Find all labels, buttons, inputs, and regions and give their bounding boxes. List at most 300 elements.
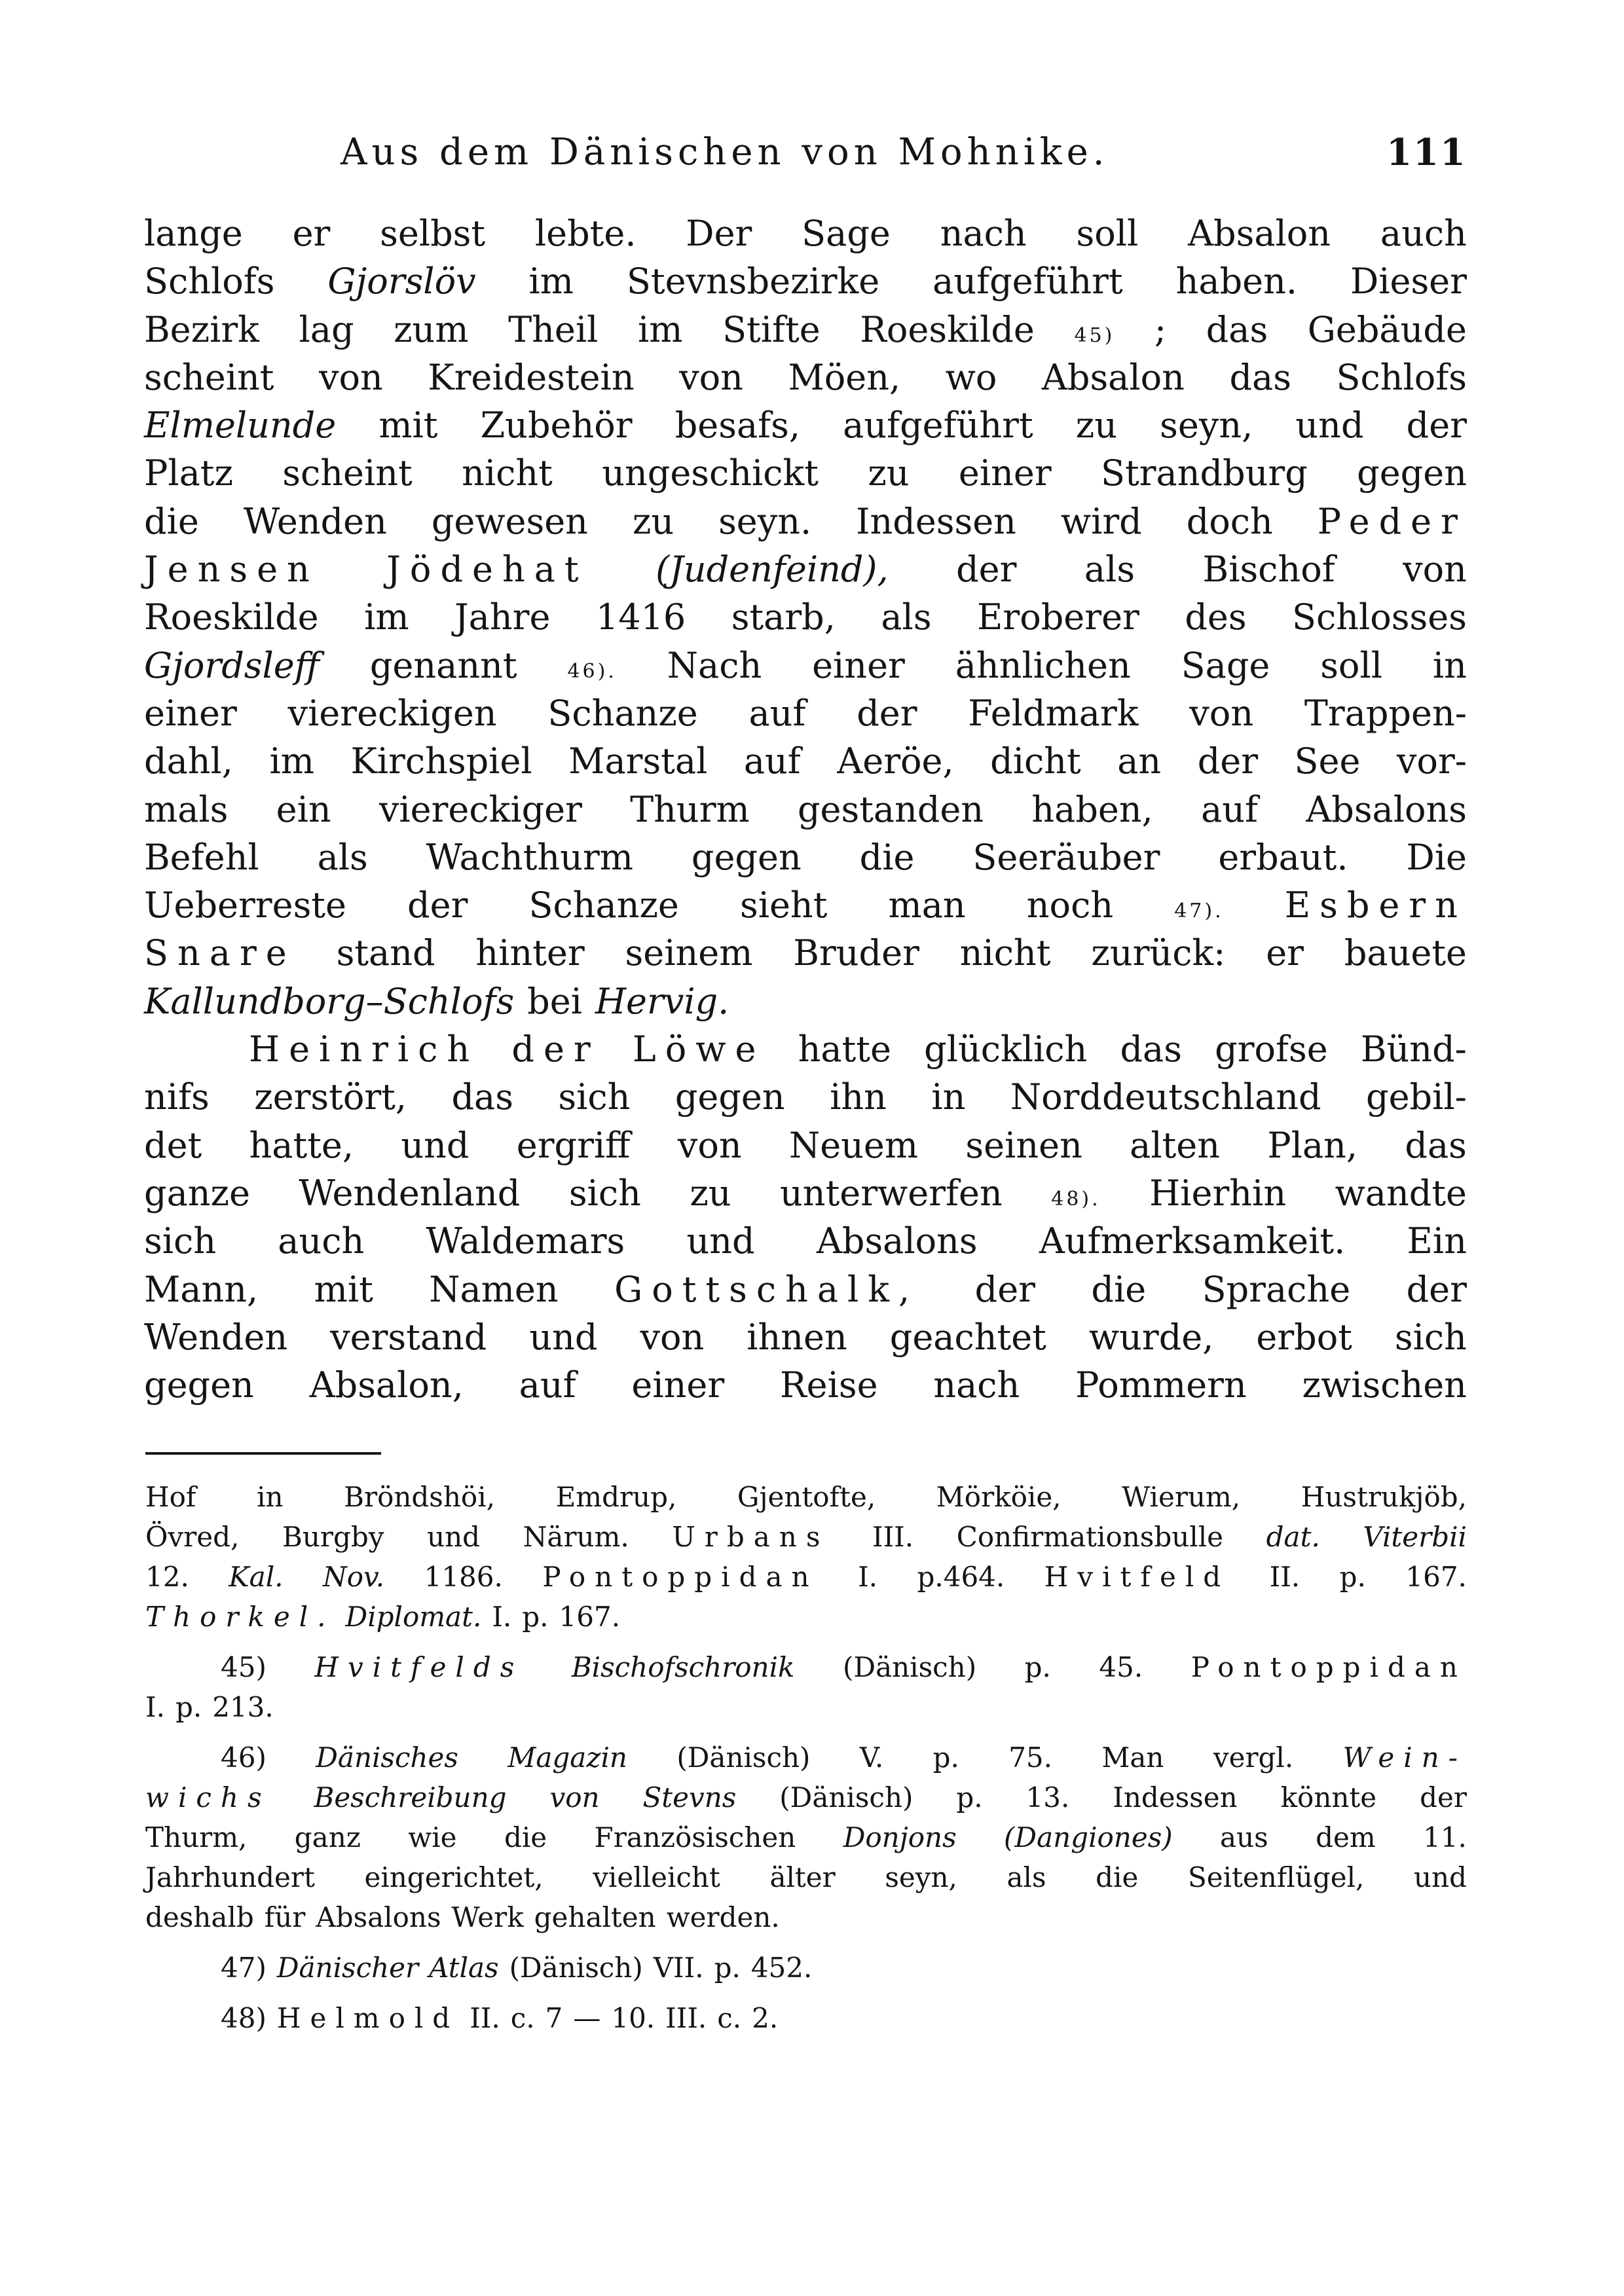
- word: seinem: [625, 932, 753, 974]
- word: dem: [1316, 1821, 1376, 1853]
- word: VII.: [653, 1952, 704, 1984]
- word: p.: [932, 1741, 959, 1774]
- word: einer: [812, 644, 905, 686]
- word: seyn.: [718, 500, 812, 542]
- word: die: [144, 500, 199, 542]
- word: bei: [527, 980, 582, 1022]
- word: Bröndshöi,: [344, 1481, 495, 1513]
- word: nicht: [462, 452, 553, 494]
- word: Jensen: [144, 549, 319, 591]
- word: Peder: [1317, 500, 1467, 542]
- word: Thorkel.: [145, 1601, 335, 1633]
- word: vor-: [1396, 740, 1467, 782]
- text-line: [144, 645, 1467, 693]
- word: wandte: [1335, 1172, 1467, 1214]
- word: auf: [743, 740, 801, 782]
- footnote-line: [145, 1952, 1467, 1992]
- word: Befehl: [144, 836, 259, 878]
- word: scheint: [144, 356, 274, 398]
- word: 45.: [1099, 1651, 1143, 1683]
- word: Seeräuber: [972, 836, 1160, 878]
- word: einer: [958, 452, 1052, 494]
- word: (Dangiones): [1004, 1821, 1173, 1853]
- word: gewesen: [431, 500, 588, 542]
- word: das: [1405, 1124, 1467, 1166]
- word: Strandburg: [1101, 452, 1308, 494]
- word: die: [1091, 1268, 1147, 1310]
- main-text: [144, 213, 1467, 1412]
- word: I.: [858, 1561, 878, 1593]
- word: Stifte: [722, 308, 821, 350]
- text-line: [144, 1220, 1467, 1268]
- word: ähnlichen: [955, 644, 1131, 686]
- word: man: [888, 884, 966, 926]
- word: Absalons: [1306, 788, 1467, 830]
- footnote: [145, 1651, 1467, 1731]
- text-line: [144, 1029, 1467, 1076]
- word: Helmold: [276, 2002, 460, 2034]
- word: nifs: [144, 1076, 210, 1118]
- word: Schanze: [528, 884, 679, 926]
- word: 1186.: [424, 1561, 503, 1593]
- word: zu: [868, 452, 910, 494]
- footnote-rule: [145, 1452, 381, 1455]
- word: besafs,: [674, 405, 800, 446]
- footnote-gap: [145, 1941, 1467, 1952]
- word: Jahrhundert: [145, 1861, 315, 1893]
- word: c.: [510, 2002, 535, 2034]
- word: c.: [717, 2002, 742, 2034]
- word: die: [1096, 1861, 1139, 1893]
- word: —: [573, 2002, 601, 2034]
- word: Indessen: [856, 500, 1016, 542]
- word: Aeröe,: [837, 740, 954, 782]
- word: im: [638, 308, 683, 350]
- word: von: [549, 1781, 600, 1813]
- page-header: [341, 131, 1467, 190]
- word: Theil: [508, 308, 599, 350]
- word: p.: [522, 1601, 549, 1633]
- word: Reise: [779, 1364, 878, 1406]
- word: Schlofs: [1336, 356, 1467, 398]
- word: der: [1420, 1781, 1467, 1813]
- footnote: [145, 1952, 1467, 1992]
- footnote-line: [145, 1521, 1467, 1561]
- word: Kallundborg–Schlofs: [144, 980, 515, 1022]
- word: vergl.: [1213, 1741, 1294, 1774]
- word: 452.: [750, 1952, 813, 1984]
- word: gebil-: [1366, 1076, 1467, 1118]
- word: Schlofs: [144, 261, 275, 302]
- word: der: [956, 549, 1017, 591]
- footnote: [145, 1481, 1467, 1641]
- text-line: [144, 309, 1467, 357]
- word: Die: [1406, 836, 1467, 878]
- word: als: [1084, 549, 1135, 591]
- word: sich: [568, 1172, 641, 1214]
- word: nicht: [959, 932, 1051, 974]
- word: ihn: [830, 1076, 887, 1118]
- word: Stevns: [642, 1781, 737, 1813]
- word: seyn,: [885, 1861, 957, 1893]
- word: Schanze: [547, 692, 698, 734]
- word: 10.: [611, 2002, 655, 2034]
- word: von: [1403, 549, 1467, 591]
- word: des: [1185, 596, 1247, 638]
- footnote-line: [145, 1601, 1467, 1641]
- text-line: [144, 405, 1467, 452]
- word: das: [451, 1076, 513, 1118]
- text-line: [144, 884, 1467, 932]
- word: von: [640, 1316, 705, 1358]
- word: für: [264, 1901, 306, 1933]
- word: (Dänisch): [509, 1952, 643, 1984]
- word: zu: [1075, 405, 1118, 446]
- word: Eroberer: [977, 596, 1139, 638]
- word: III.: [665, 2002, 707, 2034]
- word: seyn,: [1160, 405, 1253, 446]
- word: p.: [175, 1691, 202, 1723]
- word: Gjentofte,: [737, 1481, 876, 1513]
- word: Roeskilde: [144, 596, 319, 638]
- word: Pontoppidan: [542, 1561, 819, 1593]
- word: Snare: [144, 932, 296, 974]
- word: noch: [1026, 884, 1114, 926]
- word: Wachthurm: [426, 836, 633, 878]
- footnotes: [145, 1481, 1467, 2042]
- word: an: [1117, 740, 1162, 782]
- word: könnte: [1280, 1781, 1377, 1813]
- word: unterwerfen: [780, 1172, 1003, 1214]
- word: Bischof: [1202, 549, 1335, 591]
- word: das: [1229, 356, 1291, 398]
- text-line: [144, 789, 1467, 837]
- word: Jödehat: [386, 549, 588, 591]
- word: Atlas: [429, 1952, 499, 1984]
- word: in: [931, 1076, 966, 1118]
- word: der: [1406, 405, 1467, 446]
- word: wurde,: [1088, 1316, 1214, 1358]
- word: als: [317, 836, 368, 878]
- word: vielleicht: [593, 1861, 720, 1893]
- text-line: [144, 1269, 1467, 1317]
- word: Elmelunde: [144, 405, 337, 446]
- word: Feldmark: [968, 692, 1139, 734]
- word: einer: [631, 1364, 725, 1406]
- word: dahl,: [144, 740, 233, 782]
- word: I.: [492, 1601, 512, 1633]
- running-title: Aus dem Dänischen von Mohnike.: [341, 131, 1109, 173]
- word: sich: [1394, 1316, 1467, 1358]
- word: sich: [558, 1076, 631, 1118]
- word: Absalons: [316, 1901, 441, 1933]
- word: einer: [144, 692, 237, 734]
- word: Hustrukjöb,: [1301, 1481, 1467, 1513]
- footnote-line: [145, 1901, 1467, 1941]
- word: der: [974, 1268, 1035, 1310]
- word: (Dänisch): [676, 1741, 811, 1774]
- word: 48).: [1051, 1187, 1101, 1211]
- word: Magazin: [507, 1741, 627, 1774]
- word: viereckiger: [378, 788, 582, 830]
- word: Aufmerksamkeit.: [1039, 1220, 1346, 1262]
- text-line: [144, 596, 1467, 644]
- word: Pontoppidan: [1190, 1651, 1467, 1683]
- word: II.: [470, 2002, 500, 2034]
- word: V.: [859, 1741, 884, 1774]
- word: Nach: [667, 644, 762, 686]
- word: Platz: [144, 452, 233, 494]
- word: Mann,: [144, 1268, 259, 1310]
- word: Sage: [802, 213, 891, 254]
- word: Övred,: [145, 1521, 240, 1553]
- text-line: [144, 837, 1467, 884]
- word: Absalons: [816, 1220, 978, 1262]
- word: Zubehör: [480, 405, 633, 446]
- word: Schlosses: [1292, 596, 1467, 638]
- word: Hof: [145, 1481, 196, 1513]
- word: ein: [276, 788, 331, 830]
- word: aufgeführt: [843, 405, 1033, 446]
- word: der: [407, 884, 468, 926]
- word: p.464.: [917, 1561, 1005, 1593]
- word: Wendenland: [299, 1172, 521, 1214]
- word: Gjordsleff: [144, 644, 320, 686]
- footnote-gap: [145, 1731, 1467, 1741]
- word: See: [1294, 740, 1361, 782]
- word: wichs: [145, 1781, 271, 1813]
- word: mit: [314, 1268, 373, 1310]
- word: soll: [1320, 644, 1382, 686]
- word: genannt: [369, 644, 517, 686]
- word: von: [318, 356, 383, 398]
- footnote-line: [145, 1561, 1467, 1601]
- word: p.: [714, 1952, 741, 1984]
- word: alten: [1130, 1124, 1221, 1166]
- word: Diplomat.: [345, 1601, 482, 1633]
- word: und: [1295, 405, 1364, 446]
- word: starb,: [731, 596, 836, 638]
- word: p.: [1339, 1561, 1366, 1593]
- word: Jahre: [454, 596, 551, 638]
- word: Dänischer: [276, 1952, 419, 1984]
- word: 45): [221, 1651, 267, 1683]
- word: Der: [686, 213, 752, 254]
- word: hinter: [475, 932, 585, 974]
- word: Gottschalk,: [614, 1268, 919, 1310]
- word: (Dänisch): [843, 1651, 977, 1683]
- word: Esbern: [1284, 884, 1467, 926]
- word: Wenden: [243, 500, 387, 542]
- word: Thurm: [630, 788, 750, 830]
- text-line: [144, 1173, 1467, 1220]
- word: Gjorslöv: [327, 261, 476, 302]
- word: gehalten: [534, 1901, 656, 1933]
- word: in: [1432, 644, 1467, 686]
- word: Möen,: [788, 356, 901, 398]
- word: Absalon: [1188, 213, 1331, 254]
- word: I.: [145, 1691, 165, 1723]
- word: aus: [1220, 1821, 1268, 1853]
- word: Gebäude: [1307, 308, 1467, 350]
- word: Viterbii: [1363, 1521, 1467, 1553]
- word: erbaut.: [1218, 836, 1348, 878]
- word: Wein-: [1342, 1741, 1467, 1774]
- word: zu: [632, 500, 674, 542]
- word: Pommern: [1075, 1364, 1247, 1406]
- word: Seitenflügel,: [1187, 1861, 1365, 1893]
- page-number: 111: [1386, 131, 1467, 174]
- word: nach: [933, 1364, 1020, 1406]
- word: Hierhin: [1149, 1172, 1287, 1214]
- word: und: [1413, 1861, 1467, 1893]
- word: und: [427, 1521, 481, 1553]
- word: aufgeführt: [932, 261, 1123, 302]
- word: haben,: [1031, 788, 1153, 830]
- word: det: [144, 1124, 202, 1166]
- footnote-line: [145, 1821, 1467, 1861]
- word: gegen: [1357, 452, 1467, 494]
- text-line: [144, 213, 1467, 261]
- word: dat.: [1266, 1521, 1320, 1553]
- word: die: [504, 1821, 547, 1853]
- word: Man: [1101, 1741, 1164, 1774]
- word: wird: [1060, 500, 1142, 542]
- word: grofse: [1215, 1029, 1328, 1070]
- word: ganze: [144, 1172, 250, 1214]
- word: nach: [940, 213, 1027, 254]
- footnote-line: [145, 1861, 1467, 1901]
- word: dicht: [990, 740, 1081, 782]
- text-line: [144, 981, 1467, 1029]
- text-line: [144, 501, 1467, 549]
- word: Französischen: [594, 1821, 796, 1853]
- text-line: [144, 932, 1467, 980]
- text-line: [144, 1076, 1467, 1124]
- word: er: [1266, 932, 1304, 974]
- word: 75.: [1008, 1741, 1052, 1774]
- word: Burgby: [282, 1521, 384, 1553]
- word: Löwe: [632, 1029, 766, 1070]
- word: Heinrich: [249, 1029, 479, 1070]
- word: erbot: [1256, 1316, 1352, 1358]
- word: Neuem: [788, 1124, 919, 1166]
- word: (Judenfeind),: [655, 549, 889, 591]
- word: 47).: [1174, 900, 1224, 923]
- word: Namen: [429, 1268, 559, 1310]
- text-line: [144, 549, 1467, 596]
- word: gegen: [674, 1076, 785, 1118]
- word: 46): [221, 1741, 267, 1774]
- text-line: [144, 357, 1467, 405]
- word: III.: [872, 1521, 914, 1553]
- word: lebte.: [534, 213, 637, 254]
- word: Stevnsbezirke: [626, 261, 880, 302]
- word: Indessen: [1113, 1781, 1238, 1813]
- word: gestanden: [797, 788, 984, 830]
- word: ganz: [294, 1821, 361, 1853]
- word: hatte,: [249, 1124, 354, 1166]
- word: als: [881, 596, 932, 638]
- word: Bünd-: [1360, 1029, 1467, 1070]
- word: der: [511, 1029, 600, 1070]
- word: (Dänisch): [779, 1781, 913, 1813]
- word: 213.: [212, 1691, 274, 1723]
- word: Bischofschronik: [571, 1651, 795, 1683]
- word: II.: [1269, 1561, 1301, 1593]
- word: sich: [144, 1220, 217, 1262]
- word: zerstört,: [254, 1076, 407, 1118]
- word: 2.: [752, 2002, 779, 2034]
- word: er: [292, 213, 331, 254]
- text-line: [144, 1364, 1467, 1412]
- word: Hvitfelds: [314, 1651, 524, 1683]
- word: Kal.: [229, 1561, 284, 1593]
- word: doch: [1186, 500, 1273, 542]
- word: zurück:: [1091, 932, 1226, 974]
- word: in: [257, 1481, 284, 1513]
- text-line: [144, 1125, 1467, 1173]
- word: Ueberreste: [144, 884, 346, 926]
- word: Dieser: [1350, 261, 1467, 302]
- word: von: [679, 356, 743, 398]
- word: Norddeutschland: [1010, 1076, 1321, 1118]
- word: p.: [1024, 1651, 1051, 1683]
- word: Hervig.: [595, 980, 729, 1022]
- word: auch: [1380, 213, 1467, 254]
- word: Marstal: [568, 740, 708, 782]
- word: Dänisches: [316, 1741, 458, 1774]
- word: von: [677, 1124, 742, 1166]
- text-line: [144, 693, 1467, 740]
- word: zwischen: [1302, 1364, 1467, 1406]
- word: im: [364, 596, 409, 638]
- word: ungeschickt: [602, 452, 819, 494]
- word: Ein: [1407, 1220, 1467, 1262]
- word: 47): [221, 1952, 267, 1984]
- word: 11.: [1423, 1821, 1467, 1853]
- word: verstand: [330, 1316, 487, 1358]
- word: auf: [1201, 788, 1259, 830]
- word: 167.: [1405, 1561, 1467, 1593]
- word: Confirmationsbulle: [956, 1521, 1224, 1553]
- footnote-line: [145, 1481, 1467, 1521]
- word: stand: [336, 932, 435, 974]
- word: Bruder: [793, 932, 919, 974]
- word: im: [269, 740, 314, 782]
- word: der: [1406, 1268, 1467, 1310]
- word: von: [1189, 692, 1254, 734]
- word: ihnen: [747, 1316, 847, 1358]
- word: mit: [378, 405, 438, 446]
- word: glücklich: [924, 1029, 1088, 1070]
- word: auch: [278, 1220, 365, 1262]
- footnote-gap: [145, 1641, 1467, 1651]
- word: Hvitfeld: [1044, 1561, 1230, 1593]
- word: Thurm,: [145, 1821, 248, 1853]
- footnote-line: [145, 1691, 1467, 1731]
- word: auf: [748, 692, 806, 734]
- word: auf: [519, 1364, 576, 1406]
- word: zu: [690, 1172, 731, 1214]
- footnote-line: [145, 1781, 1467, 1821]
- footnote-gap: [145, 1992, 1467, 2002]
- word: Wierum,: [1122, 1481, 1241, 1513]
- word: Absalon,: [309, 1364, 464, 1406]
- word: wie: [408, 1821, 457, 1853]
- word: Wenden: [144, 1316, 288, 1358]
- word: Närum.: [523, 1521, 629, 1553]
